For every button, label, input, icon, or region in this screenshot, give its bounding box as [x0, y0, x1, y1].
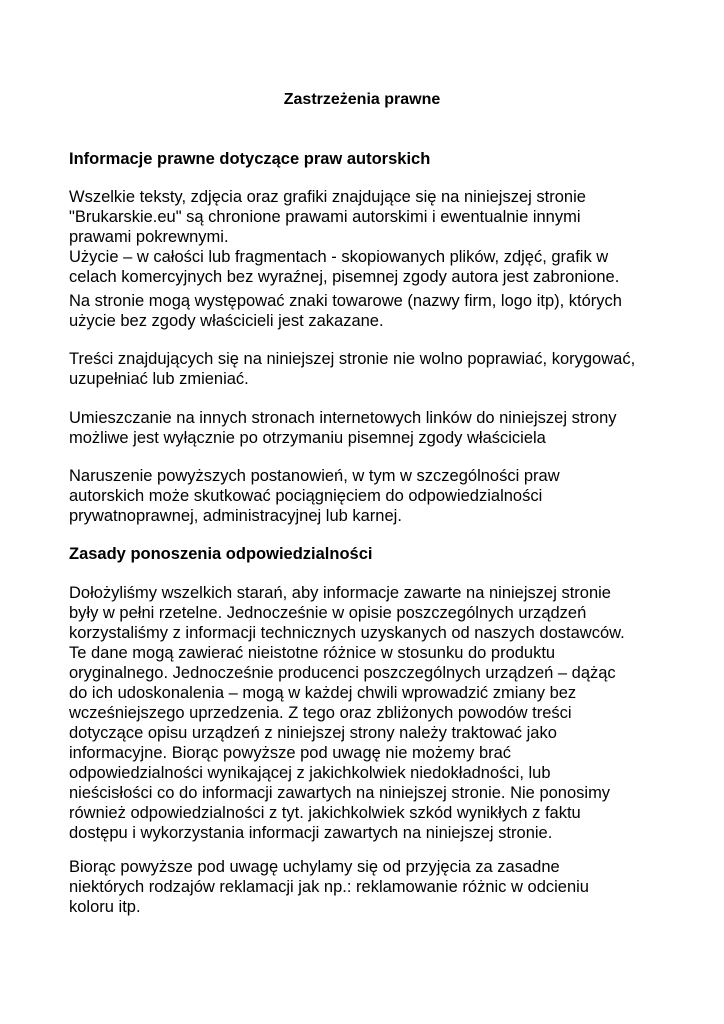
text-line: koloru itp.	[69, 898, 141, 916]
paragraph-trademarks	[69, 291, 622, 331]
text-line: do ich udoskonalenia – mogą w każdej chwili wprowadzić zmiany bez	[69, 684, 577, 702]
text-line: Wszelkie teksty, zdjęcia oraz grafiki znajdujące się na niniejszej stronie	[69, 188, 586, 206]
text-line: Na stronie mogą występować znaki towarowe (nazwy firm, logo itp), których	[69, 292, 622, 310]
text-line: prawami pokrewnymi.	[69, 228, 229, 246]
text-line: dostępu i wykorzystania informacji zawartych na niniejszej stronie.	[69, 824, 553, 842]
paragraph-copyright-protection	[69, 187, 619, 287]
text-line: korzystaliśmy z informacji technicznych uzyskanych od naszych dostawców.	[69, 624, 625, 642]
paragraph-linking	[69, 408, 617, 448]
text-line: celach komercyjnych bez wyraźnej, pisemnej zgody autora jest zabronione.	[69, 268, 620, 286]
text-line: Biorąc powyższe pod uwagę uchylamy się od przyjęcia za zasadne	[69, 858, 560, 876]
text-line: Umieszczanie na innych stronach internetowych linków do niniejszej strony	[69, 409, 617, 427]
paragraph-violations	[69, 466, 560, 526]
text-line: Naruszenie powyższych postanowień, w tym w szczególności praw	[69, 467, 560, 485]
text-line: użycie bez zgody właścicieli jest zakazane.	[69, 312, 384, 330]
text-line: również odpowiedzialności z tyt. jakichkolwiek szkód wynikłych z faktu	[69, 804, 581, 822]
text-line: Treści znajdujących się na niniejszej stronie nie wolno poprawiać, korygować,	[69, 350, 636, 368]
text-line: autorskich może skutkować pociągnięciem do odpowiedzialności	[69, 487, 543, 505]
text-line: wcześniejszego uprzedzenia. Z tego oraz zbliżonych powodów treści	[69, 704, 572, 722]
text-line: nieścisłości co do informacji zawartych na niniejszej stronie. Nie ponosimy	[69, 784, 611, 802]
document-title: Zastrzeżenia prawne	[283, 91, 441, 108]
text-line: odpowiedzialności wynikającej z jakichkolwiek niedokładności, lub	[69, 764, 551, 782]
text-line: niektórych rodzajów reklamacji jak np.: reklamowanie różnic w odcieniu	[69, 878, 589, 896]
text-line: oryginalnego. Jednocześnie producenci poszczególnych urządzeń – dążąc	[69, 664, 616, 682]
text-line: Te dane mogą zawierać nieistotne różnice w stosunku do produktu	[69, 644, 556, 662]
paragraph-content-modification	[69, 349, 635, 389]
text-line: informacyjne. Biorąc powyższe pod uwagę nie możemy brać	[69, 744, 512, 762]
paragraph-liability-details	[69, 583, 625, 843]
text-line: dotyczące opisu urządzeń z niniejszej strony należy traktować jako	[69, 724, 557, 742]
text-line: prywatnoprawnej, administracyjnej lub karnej.	[69, 507, 402, 525]
text-line: "Brukarskie.eu" są chronione prawami autorskimi i ewentualnie innymi	[69, 208, 581, 226]
paragraph-complaints	[69, 857, 589, 917]
text-line: Dołożyliśmy wszelkich starań, aby informacje zawarte na niniejszej stronie	[69, 584, 611, 602]
text-line: uzupełniać lub zmieniać.	[69, 370, 249, 388]
section-heading-copyright: Informacje prawne dotyczące praw autorskich	[69, 150, 431, 168]
text-line: możliwe jest wyłącznie po otrzymaniu pisemnej zgody właściciela	[69, 429, 546, 447]
section-heading-liability: Zasady ponoszenia odpowiedzialności	[69, 545, 373, 563]
text-line: Użycie – w całości lub fragmentach - skopiowanych plików, zdjęć, grafik w	[69, 248, 609, 266]
text-line: były w pełni rzetelne. Jednocześnie w opisie poszczególnych urządzeń	[69, 604, 587, 622]
